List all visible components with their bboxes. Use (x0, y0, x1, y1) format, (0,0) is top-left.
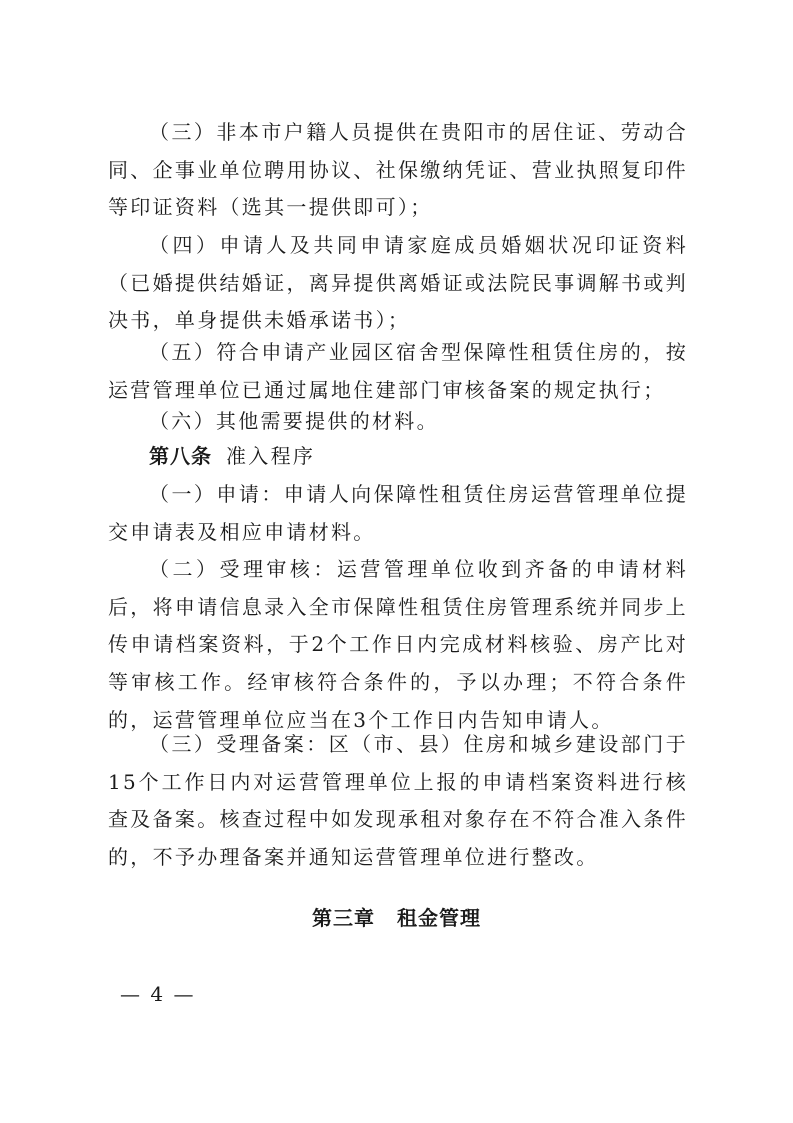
article-item-3: （三）受理备案：区（市、县）住房和城乡建设部门于15个工作日内对运营管理单位上报的申请档案资料进行核查及备案。核查过程中如发现承租对象存在不符合准入条件的，不予办理备案并通知运营管理单位进行整改。 (108, 732, 688, 870)
paragraph-item-5: （五）符合申请产业园区宿舍型保障性租赁住房的，按运营管理单位已通过属地住建部门审核备案的规定执行； (108, 340, 688, 402)
article-item-2: （二）受理审核：运营管理单位收到齐备的申请材料后，将申请信息录入全市保障性租赁住房管理系统并同步上传申请档案资料，于2个工作日内完成材料核验、房产比对等审核工作。经审核符合条件的，予以办理；不符合条件的，运营管理单位应当在3个工作日内告知申请人。 (108, 557, 688, 732)
page-number: — 4 — (120, 982, 196, 1006)
article-heading (108, 438, 688, 476)
chapter-number: 第三章 (312, 906, 375, 930)
paragraph-item-4: （四）申请人及共同申请家庭成员婚姻状况印证资料（已婚提供结婚证，离异提供离婚证或法院民事调解书或判决书，单身提供未婚承诺书）； (108, 233, 688, 333)
paragraph-item-3: （三）非本市户籍人员提供在贵阳市的居住证、劳动合同、企事业单位聘用协议、社保缴纳凭证、营业执照复印件等印证资料（选其一提供即可）； (108, 120, 688, 220)
chapter-heading (0, 902, 793, 931)
article-item-1: （一）申请：申请人向保障性租赁住房运营管理单位提交申请表及相应申请材料。 (108, 482, 688, 544)
article-number: 第八条 (149, 444, 212, 468)
chapter-title: 租金管理 (397, 906, 481, 930)
article-subtitle: 准入程序 (226, 444, 316, 468)
paragraph-item-6: （六）其他需要提供的材料。 (149, 409, 439, 433)
